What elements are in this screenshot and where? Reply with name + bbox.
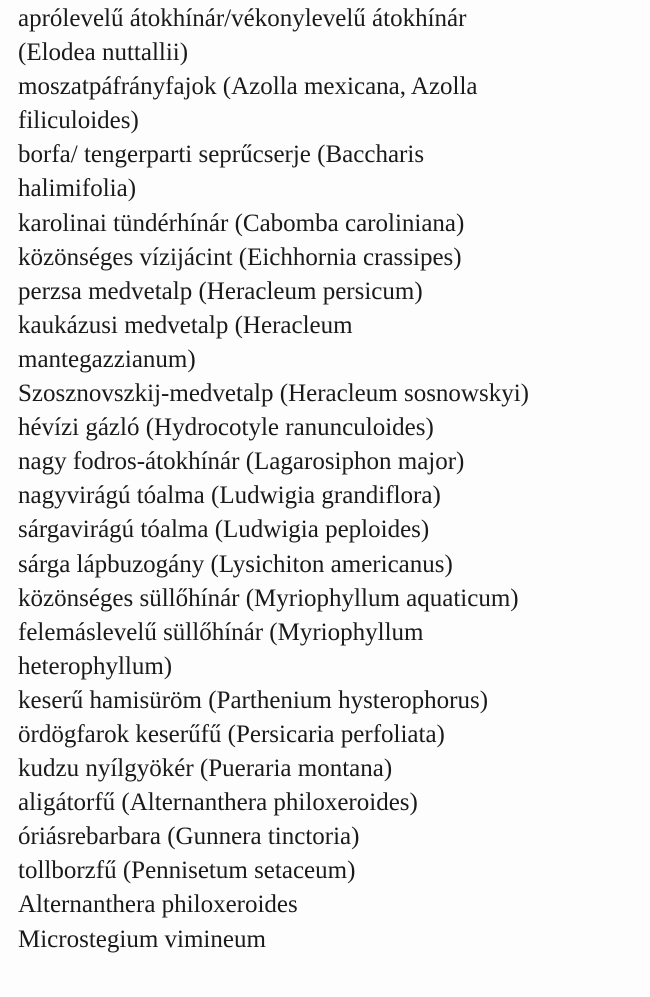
list-item <box>18 377 646 411</box>
list-item <box>18 548 646 582</box>
text-line: heterophyllum) <box>18 652 173 680</box>
list-item <box>18 309 646 377</box>
text-line: tollborzfű (Pennisetum setaceum) <box>18 857 356 885</box>
list-item <box>18 854 646 888</box>
list-item <box>18 411 646 445</box>
text-line: felemáslevelű süllőhínár (Myriophyllum <box>18 618 424 646</box>
text-line: moszatpáfrányfajok (Azolla mexicana, Azolla <box>18 73 478 101</box>
text-line: Szosznovszkij-medvetalp (Heracleum sosnowskyi) <box>18 380 529 408</box>
text-line: aligátorfű (Alternanthera philoxeroides) <box>18 789 418 817</box>
list-item <box>18 241 646 275</box>
text-line: kudzu nyílgyökér (Pueraria montana) <box>18 755 393 783</box>
list-item <box>18 582 646 616</box>
list-item <box>18 138 646 206</box>
text-line: karolinai tündérhínár (Cabomba caroliniana) <box>18 209 465 237</box>
list-item <box>18 207 646 241</box>
list-item <box>18 513 646 547</box>
text-line: ördögfarok keserűfű (Persicaria perfoliata) <box>18 720 445 748</box>
text-line: közönséges süllőhínár (Myriophyllum aquaticum) <box>18 584 519 612</box>
text-line: óriásrebarbara (Gunnera tinctoria) <box>18 823 360 851</box>
text-line: (Elodea nuttallii) <box>18 39 189 67</box>
text-line: Alternanthera philoxeroides <box>18 891 298 919</box>
list-item <box>18 888 646 922</box>
invasive-species-list <box>18 2 646 957</box>
list-item <box>18 445 646 479</box>
text-line: aprólevelű átokhínár/vékonylevelű átokhínár <box>18 5 467 32</box>
text-line: keserű hamisüröm (Parthenium hysterophorus) <box>18 686 489 714</box>
list-item <box>18 820 646 854</box>
text-line: sárga lápbuzogány (Lysichiton americanus) <box>18 550 453 578</box>
list-item <box>18 752 646 786</box>
list-item <box>18 70 646 138</box>
list-item <box>18 786 646 820</box>
text-line: mantegazzianum) <box>18 345 196 373</box>
text-line: sárgavirágú tóalma (Ludwigia peploides) <box>18 516 430 544</box>
list-item <box>18 616 646 684</box>
list-item <box>18 684 646 718</box>
list-item <box>18 275 646 309</box>
text-line: borfa/ tengerparti seprűcserje (Baccharis <box>18 141 425 169</box>
text-line: halimifolia) <box>18 175 137 203</box>
list-item <box>18 2 646 70</box>
text-line: nagy fodros-átokhínár (Lagarosiphon major) <box>18 448 465 476</box>
text-line: perzsa medvetalp (Heracleum persicum) <box>18 277 423 305</box>
list-item <box>18 923 646 957</box>
text-line: közönséges vízijácint (Eichhornia crassipes) <box>18 243 462 271</box>
list-item <box>18 479 646 513</box>
text-line: hévízi gázló (Hydrocotyle ranunculoides) <box>18 414 434 442</box>
list-item <box>18 718 646 752</box>
text-line: filiculoides) <box>18 107 139 135</box>
text-line: nagyvirágú tóalma (Ludwigia grandiflora) <box>18 482 441 510</box>
text-line: kaukázusi medvetalp (Heracleum <box>18 311 353 339</box>
text-line: Microstegium vimineum <box>18 925 266 953</box>
